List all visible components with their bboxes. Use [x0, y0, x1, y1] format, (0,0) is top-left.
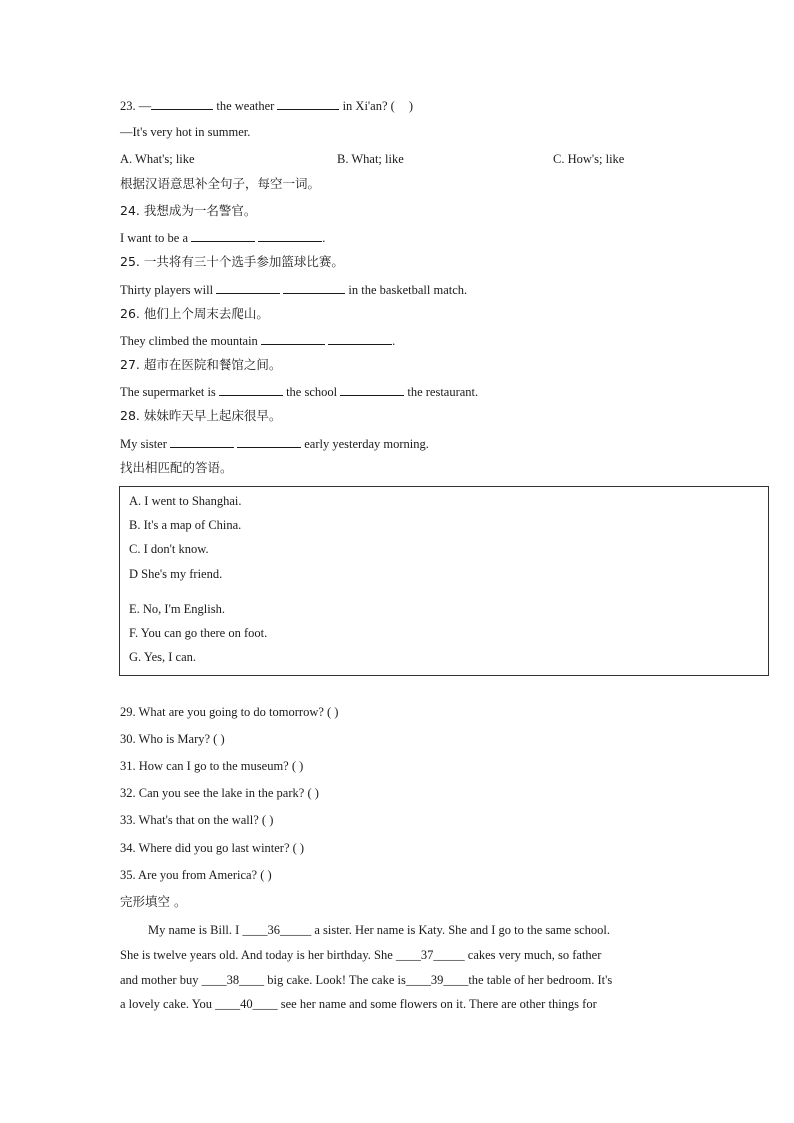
q34: 34. Where did you go last winter? ( ): [120, 841, 305, 855]
q29: 29. What are you going to do tomorrow? ( ): [120, 705, 339, 719]
q25-english: Thirty players will in the basketball match.: [120, 283, 468, 297]
cloze-line-2: She is twelve years old. And today is her birthday. She ____37_____ cakes very much, so father: [120, 948, 602, 962]
q26-chinese: 26. 他们上个周末去爬山。: [120, 306, 269, 321]
answer-option-a: A. I went to Shanghai.: [129, 494, 242, 508]
q23-question: 23. — the weather in Xi'an? ( ): [120, 99, 413, 113]
section-heading-cloze: 完形填空 。: [120, 894, 187, 909]
answer-blank[interactable]: [219, 383, 283, 396]
q35: 35. Are you from America? ( ): [120, 868, 272, 882]
answer-blank[interactable]: [277, 97, 339, 110]
section-heading-match: 找出相匹配的答语。: [120, 460, 233, 475]
answer-blank[interactable]: [170, 435, 234, 448]
q32: 32. Can you see the lake in the park? ( ): [120, 786, 319, 800]
answer-blank[interactable]: [216, 281, 280, 294]
cloze-blank-38[interactable]: ____38____: [201, 973, 265, 987]
q25-chinese: 25. 一共将有三十个选手参加篮球比赛。: [120, 254, 344, 269]
q23-reply: —It's very hot in summer.: [120, 125, 251, 139]
answer-blank[interactable]: [151, 97, 213, 110]
answer-blank[interactable]: [283, 281, 345, 294]
answer-option-d: D She's my friend.: [129, 567, 223, 581]
cloze-blank-40[interactable]: ____40____: [215, 997, 278, 1011]
section-heading-translate: 根据汉语意思补全句子，每空一词。: [120, 176, 321, 191]
q23-option-b: B. What; like: [337, 152, 404, 166]
q23-option-a: A. What's; like: [120, 152, 195, 166]
q27-english: The supermarket is the school the restaurant.: [120, 385, 479, 399]
answer-option-g: G. Yes, I can.: [129, 650, 197, 664]
q27-chinese: 27. 超市在医院和餐馆之间。: [120, 357, 282, 372]
answer-blank[interactable]: [261, 332, 325, 345]
cloze-line-4: a lovely cake. You ____40____ see her name and some flowers on it. There are other things for: [120, 997, 597, 1011]
answer-blank[interactable]: [191, 229, 255, 242]
answer-blank[interactable]: [340, 383, 404, 396]
q28-chinese: 28. 妹妹昨天早上起床很早。: [120, 408, 282, 423]
cloze-line-3: and mother buy ____38____ big cake. Look! The cake is____39____the table of her bedroom. It's: [120, 973, 613, 987]
answer-option-b: B. It's a map of China.: [129, 518, 242, 532]
q24-english: I want to be a .: [120, 231, 326, 245]
q26-english: They climbed the mountain .: [120, 334, 396, 348]
cloze-blank-36[interactable]: ____36_____: [242, 923, 312, 937]
q33: 33. What's that on the wall? ( ): [120, 813, 274, 827]
cloze-blank-37[interactable]: ____37_____: [395, 948, 465, 962]
q23-option-c: C. How's; like: [553, 152, 625, 166]
q30: 30. Who is Mary? ( ): [120, 732, 225, 746]
answer-option-e: E. No, I'm English.: [129, 602, 225, 616]
answer-blank[interactable]: [328, 332, 392, 345]
answer-option-f: F. You can go there on foot.: [129, 626, 268, 640]
q24-chinese: 24. 我想成为一名警官。: [120, 203, 257, 218]
answer-option-c: C. I don't know.: [129, 542, 209, 556]
q28-english: My sister early yesterday morning.: [120, 437, 429, 451]
answer-blank[interactable]: [258, 229, 322, 242]
cloze-line-1: My name is Bill. I ____36_____ a sister. Her name is Katy. She and I go to the same school.: [148, 923, 610, 937]
q31: 31. How can I go to the museum? ( ): [120, 759, 304, 773]
answers-box: [119, 486, 769, 676]
cloze-blank-39[interactable]: ____39____: [405, 973, 469, 987]
answer-blank[interactable]: [237, 435, 301, 448]
